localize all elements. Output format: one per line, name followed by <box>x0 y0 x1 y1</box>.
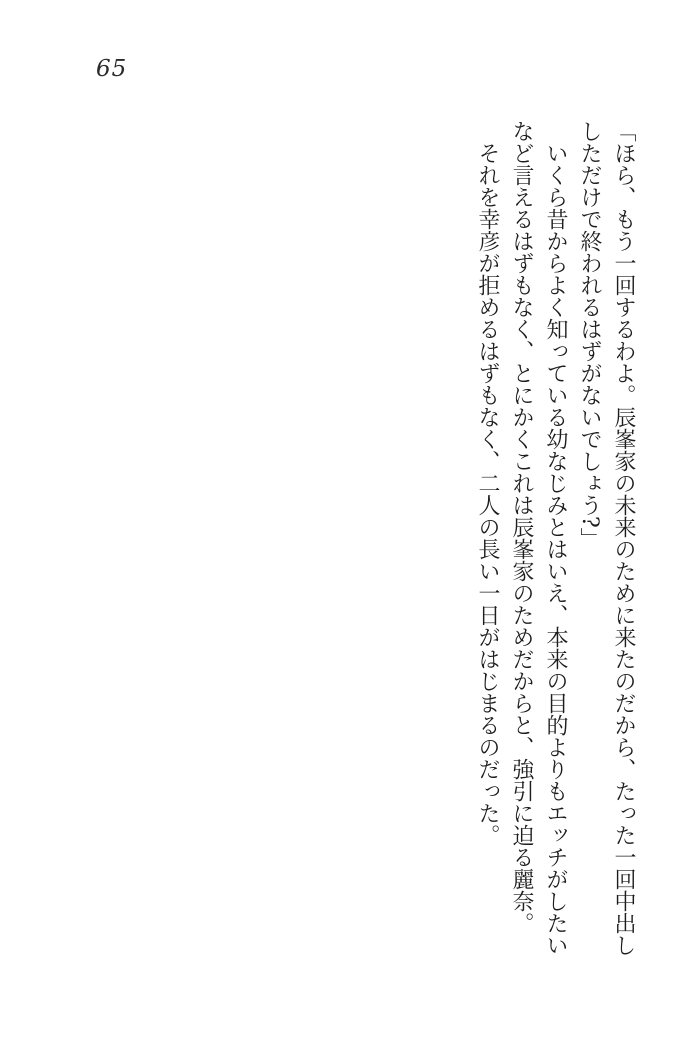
text-line-1: 「ほら、もう一回するわよ。辰峯家の未来のために来たのだから、たった一回中出し <box>611 120 636 956</box>
text-line-4: など言えるはずもなく、とにかくこれは辰峯家のためだからと、強引に迫る麗奈。 <box>509 120 534 934</box>
text-line-2: しただけで終われるはずがないでしょう?」 <box>577 120 602 550</box>
vertical-text-block <box>470 120 640 980</box>
page-number: 65 <box>96 56 128 82</box>
text-line-3: いくら昔からよく知っている幼なじみとはいえ、本来の目的よりもエッチがしたい <box>543 120 568 956</box>
text-line-5: それを幸彦が拒めるはずもなく、二人の長い一日がはじまるのだった。 <box>475 120 500 846</box>
